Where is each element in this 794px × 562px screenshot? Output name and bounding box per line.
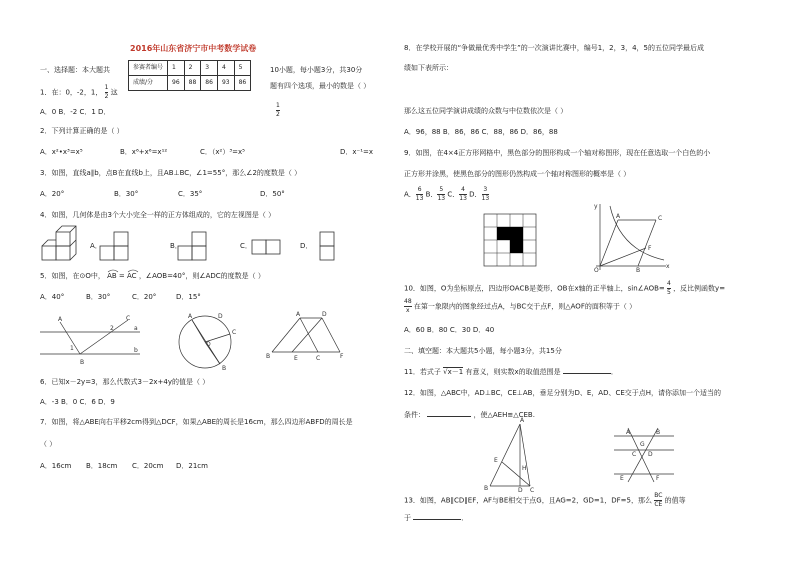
question-12: 12．如图，△ABC中，AD⊥BC，CE⊥AB，垂足分别为D、E，AD、CE交于点H，请你添加一个适当的 xyxy=(404,389,722,397)
svg-text:C: C xyxy=(632,451,637,458)
question-3: 3．如图，直线a∥b，点B在直线b上，且AB⊥BC，∠1=55°，那么∠2的度数是（ ） xyxy=(40,169,302,177)
q3-figure xyxy=(40,320,140,354)
svg-text:O: O xyxy=(594,267,599,274)
table-cell: 成绩/分 xyxy=(129,76,168,91)
svg-text:G: G xyxy=(640,441,645,448)
svg-text:B: B xyxy=(266,353,271,360)
svg-text:2: 2 xyxy=(110,325,114,332)
question-1-frac xyxy=(105,84,109,101)
question-7-cont: （ ） xyxy=(40,440,57,448)
question-4: 4．如图，几何体是由3个大小完全一样的正方体组成的，它的左视图是（ ） xyxy=(40,211,276,219)
question-12-text: 条件： xyxy=(404,411,425,419)
svg-text:D: D xyxy=(218,313,223,320)
equals: = xyxy=(118,272,125,280)
question-10-tail: 在第一象限内的图象经过点A，与BC交于点F，则△AOF的面积等于（ ） xyxy=(413,302,637,311)
q13-blank[interactable] xyxy=(413,519,461,520)
q4-option-d-figure xyxy=(320,232,334,260)
question-5 xyxy=(40,272,265,280)
question-11-text: 11．若式子 xyxy=(404,368,441,376)
q5-arc-ab xyxy=(107,272,117,280)
question-5-text: 5．如图，在⊙O中， xyxy=(40,272,105,280)
question-1-text: 1．在：0，-2，1， xyxy=(40,88,103,97)
period: ． xyxy=(461,514,469,522)
frac-den: 13 xyxy=(437,195,446,202)
table-cell: 3 xyxy=(201,61,218,76)
q11-sqrt: √x－1 xyxy=(443,368,464,376)
q12-q13-figures xyxy=(480,417,680,494)
q7-figure xyxy=(272,318,340,352)
svg-text:A: A xyxy=(626,429,631,436)
table-cell: 88 xyxy=(184,76,201,91)
svg-text:F: F xyxy=(340,353,344,360)
q7-option-d: D．21cm xyxy=(176,462,208,470)
q7-option-c: C．20cm xyxy=(132,462,164,470)
question-10-cont xyxy=(404,298,636,315)
question-1-options: A．0 B．-2 C．1 D． xyxy=(40,108,111,116)
svg-text:C: C xyxy=(316,355,321,362)
svg-text:E: E xyxy=(494,457,498,464)
table-cell: 96 xyxy=(168,76,185,91)
q2-option-a: A．x²•x³=x⁵ xyxy=(40,148,83,156)
question-11 xyxy=(404,368,618,376)
svg-text:C: C xyxy=(232,329,237,336)
svg-text:A: A xyxy=(296,311,301,318)
svg-text:C: C xyxy=(530,487,535,494)
table-cell: 1 xyxy=(168,61,185,76)
q9-grid-figure xyxy=(484,214,536,266)
svg-text:A: A xyxy=(58,316,63,323)
svg-text:A: A xyxy=(520,417,525,424)
svg-text:b: b xyxy=(134,347,138,354)
svg-text:x: x xyxy=(666,263,670,270)
question-5-tail: ，∠AOB=40°，则∠ADC的度数是（ ） xyxy=(138,272,265,280)
question-8-cont: 绩如下表所示： xyxy=(404,64,453,72)
q4-solid-figure xyxy=(42,226,76,260)
q3-option-d: D．50° xyxy=(260,190,285,198)
svg-text:a: a xyxy=(134,325,138,332)
question-1-frac-right xyxy=(276,102,280,119)
q3-option-a: A．20° xyxy=(40,190,65,198)
q7-option-a: A．16cm xyxy=(40,462,72,470)
option-frac xyxy=(416,186,424,203)
svg-text:B: B xyxy=(80,359,85,366)
frac-num: 48 xyxy=(404,298,412,305)
svg-text:D: D xyxy=(648,451,653,458)
frac-den: 2 xyxy=(276,111,280,118)
q4-option-a-figure xyxy=(100,232,128,260)
svg-text:B: B xyxy=(656,429,661,436)
section1-heading-cont: 10小题，每小题3分，共30分 xyxy=(270,66,363,74)
table-cell: 2 xyxy=(184,61,201,76)
q4-label-b: B． xyxy=(170,242,182,250)
question-9: 9．如图，在4×4正方形网格中，黑色部分的图形构成一个轴对称图形，现在任意选取一个白色的小 xyxy=(404,149,711,157)
period: ． xyxy=(610,368,618,376)
question-11-text2: 有意义，则实数x的取值范围是 xyxy=(465,368,561,376)
question-8: 8．在学校开展的“争做最优秀中学生”的一次演讲比赛中，编号1，2，3，4，5的五位同学最后成 xyxy=(404,44,704,52)
q5-circle-figure xyxy=(179,316,231,368)
svg-text:D: D xyxy=(322,311,327,318)
q3-option-c: C．35° xyxy=(178,190,203,198)
svg-text:D: D xyxy=(518,487,523,494)
q2-option-b: B．x⁶+x⁶=x¹² xyxy=(120,148,168,156)
question-6-options: A．-3 B．0 C．6 D．9 xyxy=(40,398,115,406)
svg-text:B: B xyxy=(484,485,489,492)
arc-label: AC xyxy=(127,272,137,280)
question-13 xyxy=(404,492,686,509)
svg-text:F: F xyxy=(656,475,660,482)
svg-text:B: B xyxy=(636,267,641,274)
q12-blank[interactable] xyxy=(427,416,471,417)
section2-heading: 二、填空题：本大题共5小题，每小题3分，共15分 xyxy=(404,347,562,355)
question-10 xyxy=(404,280,725,297)
svg-text:E: E xyxy=(620,475,624,482)
q4-option-c-figure xyxy=(252,240,280,254)
q2-option-c: C．（x²）³=x⁵ xyxy=(200,148,245,156)
svg-text:y: y xyxy=(594,203,598,210)
table-cell: 86 xyxy=(201,76,218,91)
svg-text:C: C xyxy=(658,215,663,222)
frac-den: x xyxy=(406,307,410,314)
q7-option-b: B．18cm xyxy=(86,462,118,470)
option-label: D． xyxy=(469,190,482,199)
question-7: 7．如图，将△ABE向右平移2cm得到△DCF，如果△ABE的周长是16cm，那么四边形ABFD的周长是 xyxy=(40,418,353,426)
svg-text:A: A xyxy=(188,313,193,320)
q13-frac xyxy=(654,492,662,509)
svg-text:H: H xyxy=(522,465,527,472)
q10-func-frac xyxy=(404,298,412,315)
frac-den: CE xyxy=(654,501,663,508)
question-10-text2: ，反比例函数y= xyxy=(673,284,726,293)
question-8-options: A．96，88 B．86，86 C．88，86 D．86，88 xyxy=(404,128,558,136)
q11-blank[interactable] xyxy=(563,373,611,374)
q2-option-d: D．x⁻¹=x xyxy=(340,148,374,156)
section1-heading-cont2: 题有四个选项，最小的数是（ ） xyxy=(270,82,371,90)
q5-option-a: A．40° xyxy=(40,293,65,301)
option-label: A． xyxy=(404,190,416,199)
frac-num: BC xyxy=(654,492,663,499)
svg-text:O: O xyxy=(206,341,211,348)
q9-q10-figures xyxy=(470,203,670,274)
question-13-text2: 于 xyxy=(404,514,411,522)
sqrt-arg: x－1 xyxy=(447,368,464,376)
q4-label-d: D． xyxy=(300,242,313,250)
svg-text:F: F xyxy=(648,245,652,252)
table-cell: 4 xyxy=(217,61,234,76)
question-6: 6．已知x－2y=3，那么代数式3－2x+4y的值是（ ） xyxy=(40,378,210,386)
table-cell: 参赛者编号 xyxy=(129,61,168,76)
svg-text:A: A xyxy=(616,213,621,220)
q4-option-b-figure xyxy=(178,232,206,260)
question-2: 2．下列计算正确的是（ ） xyxy=(40,127,124,135)
option-label: C． xyxy=(447,190,460,199)
frac-den: 13 xyxy=(415,195,424,202)
question-1-tail: 这 xyxy=(110,88,118,97)
arc-label: AB xyxy=(107,272,117,280)
frac-den: 13 xyxy=(459,195,467,202)
question-12-cont xyxy=(404,411,535,419)
frac-num: 1 xyxy=(276,102,280,109)
q12-triangle-figure xyxy=(490,424,530,486)
table-cell: 93 xyxy=(217,76,234,91)
frac-den: 5 xyxy=(667,289,671,296)
frac-num: 4 xyxy=(461,186,465,193)
question-9-options xyxy=(404,186,489,203)
option-frac xyxy=(437,186,445,203)
q13-parallel-figure xyxy=(614,428,674,482)
question-8-ask: 那么这五位同学演讲成绩的众数与中位数依次是（ ） xyxy=(404,107,568,115)
q5-option-c: C．20° xyxy=(132,293,157,301)
arc-mark-icon xyxy=(107,269,119,273)
question-1 xyxy=(40,84,118,101)
option-frac xyxy=(482,186,490,203)
frac-num: 5 xyxy=(439,186,444,193)
q10-graph-figure xyxy=(596,204,666,270)
q5-arc-ac xyxy=(127,272,137,280)
section1-heading: 一、选择题：本大题共 xyxy=(40,66,110,74)
question-9-cont: 正方形并涂黑，使黑色部分的图形仍然构成一个轴对称图形的概率是（ ） xyxy=(404,170,631,178)
question-13-tail: 的值等 xyxy=(664,496,686,505)
frac-den: 13 xyxy=(481,195,490,202)
q4-label-c: C． xyxy=(240,242,252,250)
svg-text:C: C xyxy=(126,315,131,322)
score-table xyxy=(128,60,251,91)
question-12-tail: ，使△AEH≌△CEB. xyxy=(473,411,535,419)
q4-label-a: A． xyxy=(90,242,102,250)
option-label: B． xyxy=(425,190,438,199)
table-cell: 5 xyxy=(234,61,251,76)
frac-den: 2 xyxy=(104,93,109,100)
question-10-options: A．60 B．80 C．30 D．40 xyxy=(404,326,495,334)
q3-option-b: B．30° xyxy=(114,190,139,198)
question-13-cont xyxy=(404,514,468,522)
frac-num: 1 xyxy=(104,84,109,91)
svg-text:B: B xyxy=(222,365,227,372)
table-cell: 86 xyxy=(234,76,251,91)
question-13-text: 13．如图，AB∥CD∥EF，AF与BE相交于点G，且AG=2，GD=1，DF=5，那么 xyxy=(404,496,652,505)
svg-text:E: E xyxy=(294,355,298,362)
q5-option-d: D．15° xyxy=(176,293,201,301)
geometry-figures xyxy=(40,312,360,372)
option-frac xyxy=(459,186,467,203)
q5-option-b: B．30° xyxy=(86,293,111,301)
arc-mark-icon xyxy=(127,269,139,273)
frac-num: 3 xyxy=(483,186,488,193)
page-title: 2016年山东省济宁市中考数学试卷 xyxy=(130,44,257,53)
frac-num: 6 xyxy=(417,186,422,193)
q10-sin-frac xyxy=(667,280,671,297)
svg-text:1: 1 xyxy=(70,345,74,352)
question-10-text: 10．如图，O为坐标原点，四边形OACB是菱形，OB在x轴的正半轴上，sin∠AOB= xyxy=(404,284,665,293)
frac-num: 4 xyxy=(667,280,671,287)
